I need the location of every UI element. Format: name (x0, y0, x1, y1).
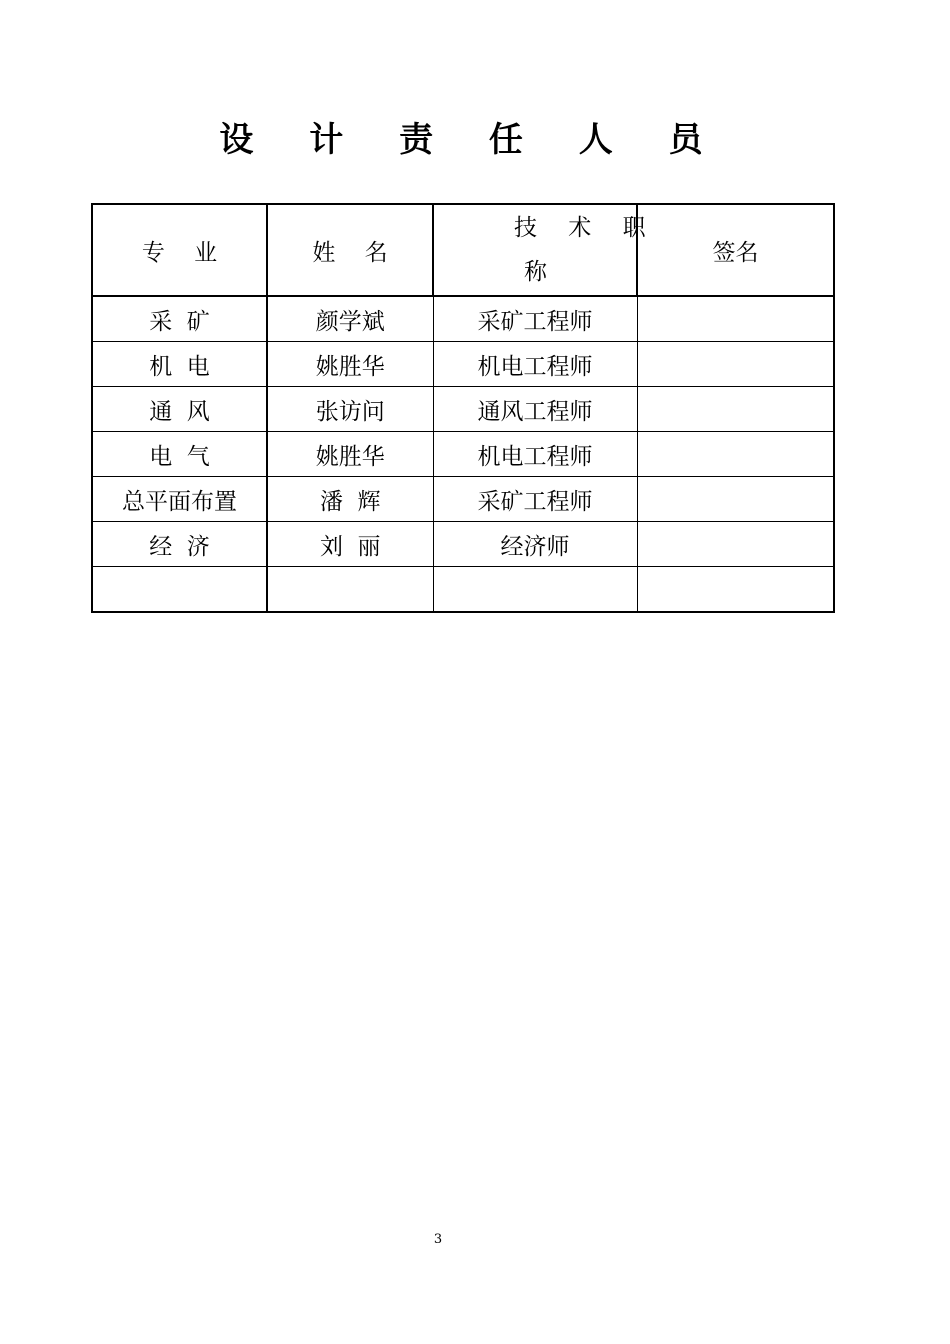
cell-name: 姚胜华 (267, 342, 433, 387)
cell-specialty (92, 567, 267, 613)
cell-name: 颜学斌 (267, 296, 433, 342)
cell-name: 刘 丽 (267, 522, 433, 567)
cell-title: 机电工程师 (433, 342, 637, 387)
cell-signature[interactable] (637, 567, 834, 613)
cell-name (267, 567, 433, 613)
table-row (92, 477, 834, 522)
cell-name: 姚胜华 (267, 432, 433, 477)
page-number: 3 (433, 1232, 443, 1247)
header-tech-title (433, 204, 658, 296)
cell-signature[interactable] (637, 477, 834, 522)
header-name: 姓 名 (267, 204, 433, 296)
cell-title: 采矿工程师 (433, 296, 637, 342)
cell-signature[interactable] (637, 522, 834, 567)
cell-title: 采矿工程师 (433, 477, 637, 522)
cell-name: 张访问 (267, 387, 433, 432)
table-row (92, 387, 834, 432)
table-header-row (92, 204, 834, 296)
header-tech-title-line2: 称 (524, 259, 547, 285)
page-title: 设 计 责 任 人 员 (219, 120, 725, 160)
header-specialty: 专 业 (92, 204, 267, 296)
cell-specialty: 电 气 (92, 432, 267, 477)
cell-specialty: 通 风 (92, 387, 267, 432)
table-row (92, 342, 834, 387)
cell-signature[interactable] (637, 387, 834, 432)
cell-title: 机电工程师 (433, 432, 637, 477)
cell-title: 经济师 (433, 522, 637, 567)
cell-signature[interactable] (637, 342, 834, 387)
cell-signature[interactable] (637, 296, 834, 342)
table-row (92, 522, 834, 567)
header-signature: 签名 (637, 204, 834, 296)
cell-specialty: 经 济 (92, 522, 267, 567)
cell-specialty: 采 矿 (92, 296, 267, 342)
design-staff-table (91, 203, 835, 613)
cell-specialty: 总平面布置 (92, 477, 267, 522)
cell-name: 潘 辉 (267, 477, 433, 522)
cell-title (433, 567, 637, 613)
cell-title: 通风工程师 (433, 387, 637, 432)
table-row-empty (92, 567, 834, 613)
header-tech-title-line1: 技 术 职 (514, 215, 658, 241)
table-row (92, 432, 834, 477)
cell-signature[interactable] (637, 432, 834, 477)
table-row (92, 296, 834, 342)
cell-specialty: 机 电 (92, 342, 267, 387)
